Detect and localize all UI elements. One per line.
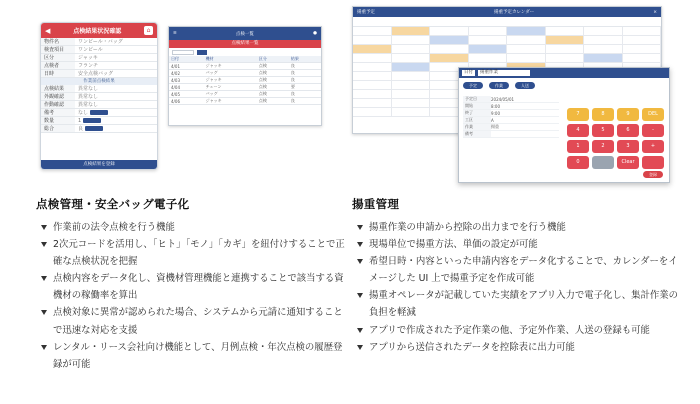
phone-rows — [41, 38, 157, 78]
phone-title: 点検結果状況確認 — [73, 28, 122, 35]
phone-row: 総合 良 — [41, 125, 157, 133]
key-clear[interactable]: Clear — [617, 156, 639, 169]
user-icon: ● — [313, 31, 317, 36]
table-row[interactable]: 4/06 ジャッキ 点検 良 — [169, 98, 321, 105]
list-item: 希望日時・内容といった申請内容をデータ化することで、カレンダーをイメージした UI 上で揚重予定を作成可能 — [352, 253, 682, 287]
phone-row: 点検結果 異常なし — [41, 85, 157, 93]
key-del[interactable]: DEL — [642, 108, 664, 121]
phone-footer-button[interactable]: 点検結果を登録 — [41, 160, 157, 169]
table-row[interactable]: 4/03 ジャッキ 点検 良 — [169, 77, 321, 84]
transport-button[interactable]: 人送 — [515, 82, 535, 89]
key-4[interactable]: 4 — [567, 124, 589, 137]
tab-lifting[interactable]: 揚重作業 — [478, 70, 530, 76]
list-item: 揚重オペレータが記載していた実績をアプリ入力で電子化し、集計作業の負担を軽減 — [352, 287, 682, 321]
field-row[interactable]: 終了 9:00 — [463, 110, 559, 117]
key-blank[interactable] — [592, 156, 614, 169]
table-row[interactable]: 4/02 バッグ 点検 良 — [169, 70, 321, 77]
key-plus[interactable]: + — [642, 140, 664, 153]
calculator-top-bar — [459, 68, 669, 78]
list-item: 現場単位で揚重方法、単価の設定が可能 — [352, 236, 682, 253]
table-header-row: 日付 機材 区分 結果 — [169, 56, 321, 63]
list-item: レンタル・リース会社向け機能として、月例点検・年次点検の履歴登録が可能 — [36, 339, 346, 373]
window-title: 点検一覧 — [235, 31, 254, 37]
list-item: アプリから送信されたデータを控除表に出力可能 — [352, 339, 682, 356]
work-button[interactable]: 作業 — [489, 82, 509, 89]
calendar-title-bar — [353, 7, 661, 17]
key-minus[interactable]: - — [642, 124, 664, 137]
phone-row: 作動確認 異常なし — [41, 101, 157, 109]
table-row[interactable]: 4/04 チェーン 点検 要 — [169, 84, 321, 91]
phone-row: 外観確認 異常なし — [41, 93, 157, 101]
calendar-toolbar — [353, 17, 661, 27]
filter-bar — [169, 48, 321, 56]
back-arrow-icon: ◀ — [45, 26, 51, 35]
phone-header — [41, 23, 157, 38]
key-8[interactable]: 8 — [592, 108, 614, 121]
list-item: 点検内容をデータ化し、資機材管理機能と連携することで該当する資機材の稼働率を算出 — [36, 270, 346, 304]
field-row[interactable]: 開始 8:00 — [463, 103, 559, 110]
plan-button[interactable]: 予定 — [463, 82, 483, 89]
phone-section-band: 作業前点検結果 — [41, 78, 157, 85]
list-item: 揚重作業の申請から控除の出力までを行う機能 — [352, 219, 682, 236]
list-item: 2次元コードを活用し、「ヒト」「モノ」「カギ」を紐付けすることで正確な点検状況を把握 — [36, 236, 346, 270]
home-icon: ⌂ — [144, 26, 153, 35]
phone-rows-2 — [41, 85, 157, 133]
menu-icon: ≡ — [173, 31, 177, 36]
feature-list — [352, 219, 682, 356]
phone-row: 数量 1 — [41, 117, 157, 125]
calculator-fields — [463, 96, 559, 138]
lifting-section — [352, 196, 682, 356]
calendar-title: 揚重予定 — [357, 10, 375, 15]
key-1[interactable]: 1 — [567, 140, 589, 153]
section-title: 揚重管理 — [352, 197, 400, 211]
calculator-panel — [458, 67, 670, 183]
key-5[interactable]: 5 — [592, 124, 614, 137]
calendar-header: 揚重予定カレンダー — [494, 10, 535, 15]
list-item: 点検対象に異常が認められた場合、システムから元請に通知することで迅速な対応を支援 — [36, 304, 346, 338]
phone-row: 点検者 フランチ — [41, 62, 157, 70]
calculator-keypad — [567, 108, 664, 169]
phone-row: 区分 ジャッキ — [41, 54, 157, 62]
key-7[interactable]: 7 — [567, 108, 589, 121]
list-item: 作業前の法令点検を行う機能 — [36, 219, 346, 236]
field-row[interactable]: 予定日 2024/05/01 — [463, 96, 559, 103]
field-row[interactable]: 備考 — [463, 131, 559, 138]
field-row[interactable]: 工区 A — [463, 117, 559, 124]
phone-row: 備考 なし — [41, 109, 157, 117]
inspection-list-window — [168, 26, 322, 126]
phone-row: 検査項目 ワンピール — [41, 46, 157, 54]
window-subtitle: 点検結果一覧 — [169, 40, 321, 48]
key-9[interactable]: 9 — [617, 108, 639, 121]
close-icon[interactable]: × — [653, 9, 657, 15]
register-button[interactable]: 登録 — [643, 171, 663, 178]
key-3[interactable]: 3 — [617, 140, 639, 153]
key-2[interactable]: 2 — [592, 140, 614, 153]
section-title: 点検管理・安全バッグ電子化 — [36, 197, 190, 211]
key-6[interactable]: 6 — [617, 124, 639, 137]
key-0[interactable]: 0 — [567, 156, 589, 169]
table-row[interactable]: 4/01 ジャッキ 点検 良 — [169, 63, 321, 70]
window-title-bar — [169, 27, 321, 40]
list-item: アプリで作成された予定作業の他、予定外作業、人送の登録も可能 — [352, 322, 682, 339]
inspection-table — [169, 56, 321, 105]
table-row[interactable]: 4/05 バッグ 点検 良 — [169, 91, 321, 98]
phone-row: 物件名 ワンピール・バッグ — [41, 38, 157, 46]
key-empty[interactable] — [642, 156, 664, 169]
phone-row: 日時 安全点検バッグ — [41, 70, 157, 78]
field-row[interactable]: 作業 揚重 — [463, 124, 559, 131]
feature-list — [36, 219, 346, 373]
tab-date[interactable]: 日付 — [464, 70, 473, 75]
phone-screenshot — [40, 22, 158, 170]
calculator-buttons — [459, 78, 669, 93]
inspection-section — [36, 196, 346, 373]
